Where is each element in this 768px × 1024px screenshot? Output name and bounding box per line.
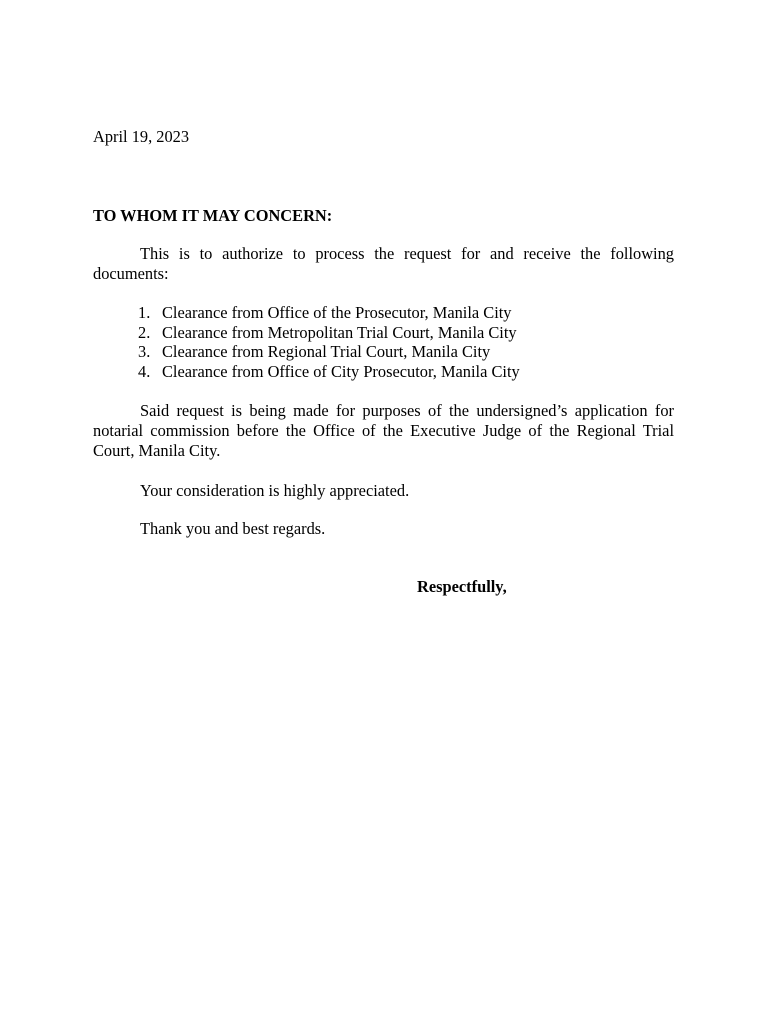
list-item-text: Clearance from Office of City Prosecutor, Manila City — [162, 362, 520, 382]
list-item-text: Clearance from Metropolitan Trial Court, Manila City — [162, 322, 517, 342]
consideration-paragraph: Your consideration is highly appreciated. — [140, 481, 410, 500]
list-item-text: Clearance from Office of the Prosecutor, Manila City — [162, 303, 512, 322]
list-item — [93, 342, 674, 362]
list-item-number: 1. — [138, 303, 151, 322]
letter-date: April 19, 2023 — [93, 127, 190, 146]
list-item-number: 3. — [138, 342, 151, 362]
list-item-number: 4. — [138, 362, 151, 382]
intro-paragraph: This is to authorize to process the request for and receive the following documents: — [93, 244, 674, 283]
list-item-number: 2. — [138, 322, 151, 342]
salutation: TO WHOM IT MAY CONCERN: — [93, 206, 333, 225]
thanks-paragraph: Thank you and best regards. — [140, 519, 326, 538]
list-item-text: Clearance from Regional Trial Court, Manila City — [162, 342, 491, 362]
list-item — [93, 303, 674, 323]
list-item — [93, 362, 674, 382]
list-item — [93, 323, 674, 343]
purpose-paragraph: Said request is being made for purposes of the undersigned’s application for notarial commission before the Office of the Executive Judge of the Regional Trial Court, Manila City. — [93, 401, 674, 460]
documents-list — [93, 303, 674, 382]
closing: Respectfully, — [417, 577, 507, 596]
